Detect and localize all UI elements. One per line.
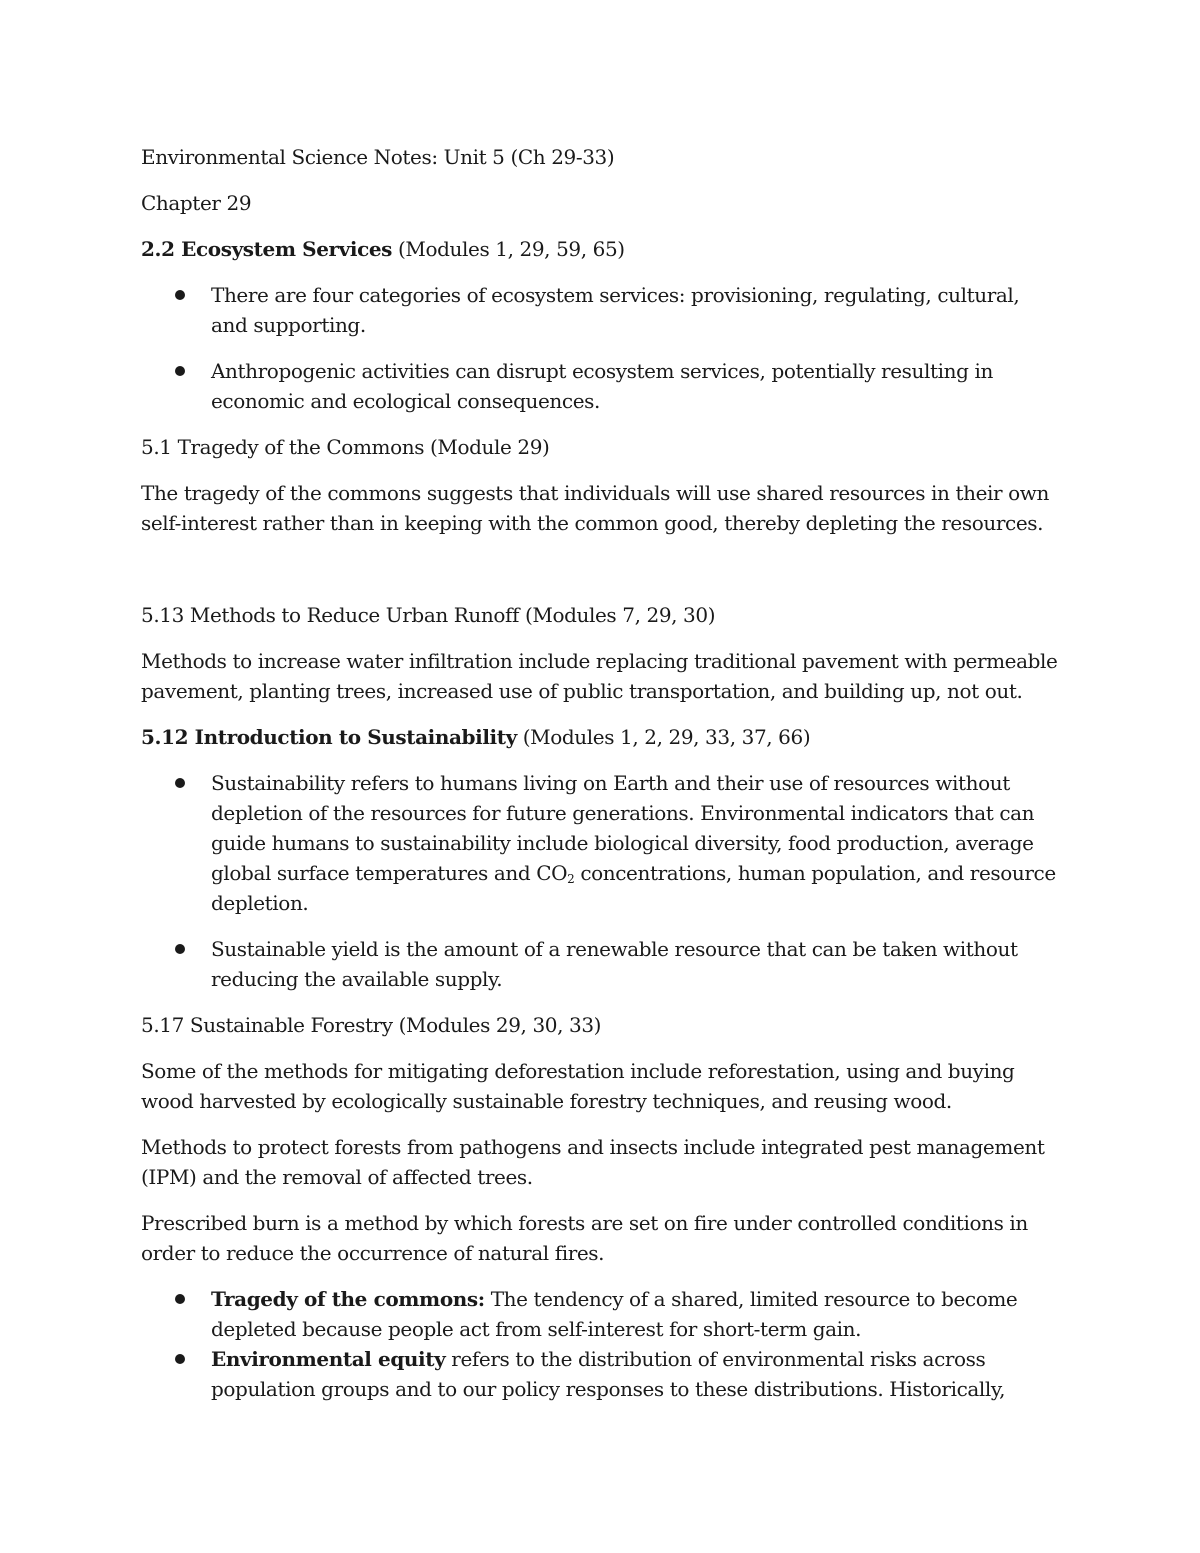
term-name: Environmental equity: [211, 1347, 446, 1371]
list-item: [141, 280, 1061, 340]
section-5-17-paragraph-2: Methods to protect forests from pathogens and insects include integrated pest management (IPM) and the removal of affected trees.: [141, 1135, 1045, 1189]
bullet-icon: [175, 1354, 185, 1364]
section-5-12-heading-modules: (Modules 1, 2, 29, 33, 37, 66): [516, 725, 811, 749]
list-item-text: Sustainable yield is the amount of a renewable resource that can be taken without reducing the available supply.: [211, 937, 1018, 991]
list-item: [141, 356, 1061, 416]
list-item-text-continued: concentrations, human population, and resource depletion.: [211, 861, 1056, 915]
section-5-17-heading: 5.17 Sustainable Forestry (Modules 29, 30, 33): [141, 1013, 602, 1037]
section-5-13-heading: 5.13 Methods to Reduce Urban Runoff (Modules 7, 29, 30): [141, 603, 716, 627]
section-5-12-heading: [141, 722, 1061, 752]
list-item-text: There are four categories of ecosystem services: provisioning, regulating, cultural, and supporting.: [211, 283, 1020, 337]
bullet-icon: [175, 778, 185, 788]
terms-list: [141, 1284, 1061, 1404]
list-item-text: Anthropogenic activities can disrupt ecosystem services, potentially resulting in economic and ecological consequences.: [211, 359, 993, 413]
section-2-2-heading: [141, 234, 1061, 264]
section-5-17-paragraph-1: Some of the methods for mitigating deforestation include reforestation, using and buying wood harvested by ecologically sustainable forestry techniques, and reusing wood.: [141, 1059, 1015, 1113]
section-2-2-heading-bold: 2.2 Ecosystem Services: [141, 237, 393, 261]
term-name: Tragedy of the commons:: [211, 1287, 485, 1311]
document-content: [141, 142, 1061, 1420]
term-item: [141, 1344, 1061, 1404]
section-5-1-heading: 5.1 Tragedy of the Commons (Module 29): [141, 435, 550, 459]
section-5-17-paragraph-3: Prescribed burn is a method by which forests are set on fire under controlled conditions in order to reduce the occurrence of natural fires.: [141, 1211, 1028, 1265]
bullet-icon: [175, 1294, 185, 1304]
list-item: [141, 934, 1061, 994]
bullet-icon: [175, 290, 185, 300]
section-5-1-body: The tragedy of the commons suggests that individuals will use shared resources in their own self-interest rather than in keeping with the common good, thereby depleting the resources.: [141, 481, 1049, 535]
term-definition: refers to the distribution of environmental risks across population groups and to our policy responses to these distributions. Historically,: [211, 1347, 1006, 1401]
document-title: Environmental Science Notes: Unit 5 (Ch 29-33): [141, 145, 615, 169]
section-5-13-body: Methods to increase water infiltration include replacing traditional pavement with permeable pavement, planting trees, increased use of public transportation, and building up, not out.: [141, 649, 1058, 703]
term-item: [141, 1284, 1061, 1344]
list-item-text: Sustainability refers to humans living on Earth and their use of resources without depletion of the resources for future generations. Environmental indicators that can guide humans to sustainability include biological diversity, food production, average global surface temperatures and CO: [211, 771, 1035, 885]
list-item: [141, 768, 1061, 918]
section-5-12-heading-bold: 5.12 Introduction to Sustainability: [141, 725, 517, 749]
section-5-12-bullets: [141, 768, 1061, 994]
section-2-2-bullets: [141, 280, 1061, 416]
section-2-2-heading-modules: (Modules 1, 29, 59, 65): [392, 237, 625, 261]
bullet-icon: [175, 944, 185, 954]
bullet-icon: [175, 366, 185, 376]
chapter-heading: Chapter 29: [141, 191, 252, 215]
term-definition: The tendency of a shared, limited resource to become depleted because people act from self-interest for short-term gain.: [211, 1287, 1018, 1341]
blank-line: [141, 554, 1061, 600]
co2-subscript: 2: [567, 872, 575, 886]
